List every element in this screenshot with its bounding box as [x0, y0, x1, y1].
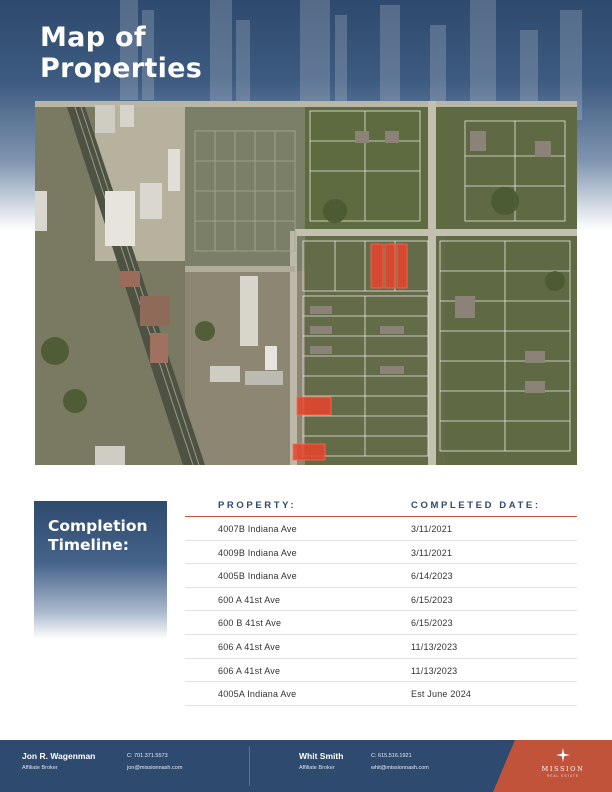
- date-cell: Est June 2024: [411, 689, 472, 700]
- table-row: [185, 682, 577, 706]
- date-cell: 11/13/2023: [411, 665, 458, 676]
- title-line-1: Map of: [40, 22, 146, 53]
- completion-table: [185, 496, 577, 706]
- contact-name-1: Jon R. Wagenman: [22, 751, 96, 761]
- contact-email-2[interactable]: whit@missionnash.com: [371, 765, 429, 771]
- page-title: [40, 22, 280, 84]
- table-row: [185, 611, 577, 635]
- property-cell: 4007B Indiana Ave: [218, 524, 297, 534]
- footer: [0, 740, 612, 792]
- column-header-completed-date: COMPLETED DATE:: [411, 500, 541, 511]
- date-cell: 6/15/2023: [411, 618, 453, 629]
- table-row: [185, 541, 577, 565]
- property-cell: 600 B 41st Ave: [218, 618, 282, 629]
- property-cell: 4005B Indiana Ave: [218, 571, 297, 582]
- table-row: [185, 588, 577, 612]
- table-row: [185, 635, 577, 659]
- logo-tagline: REAL ESTATE: [546, 774, 580, 778]
- contact-email-1[interactable]: jon@missionnash.com: [127, 765, 183, 771]
- completion-title-line-2: Timeline:: [48, 536, 129, 554]
- table-row: [185, 564, 577, 588]
- date-cell: 6/14/2023: [411, 571, 453, 582]
- contact-phone-1[interactable]: C: 701.371.5573: [127, 753, 168, 759]
- property-cell: 606 A 41st Ave: [218, 641, 281, 652]
- contact-name-2: Whit Smith: [299, 751, 344, 761]
- footer-divider: [249, 746, 250, 786]
- contact-phone-2[interactable]: C: 615.516.1921: [371, 753, 412, 759]
- column-header-property: PROPERTY:: [218, 500, 297, 511]
- property-cell: 600 A 41st Ave: [218, 594, 281, 605]
- mission-logo-icon: [556, 748, 570, 762]
- property-cell: 4005A Indiana Ave: [218, 689, 297, 700]
- date-cell: 6/15/2023: [411, 594, 453, 605]
- mission-logo: [493, 740, 612, 792]
- date-cell: 11/13/2023: [411, 641, 458, 652]
- table-header: [185, 496, 577, 517]
- aerial-map: [35, 101, 577, 465]
- title-line-2: Properties: [40, 53, 203, 84]
- property-cell: 4009B Indiana Ave: [218, 547, 297, 558]
- aerial-map-image: [35, 101, 577, 465]
- property-cell: 606 A 41st Ave: [218, 665, 281, 676]
- date-cell: 3/11/2021: [411, 547, 453, 558]
- completion-title-line-1: Completion: [48, 517, 148, 535]
- contact-role-1: Affiliate Broker: [22, 765, 58, 771]
- completion-title: [48, 517, 163, 555]
- logo-name: MISSION: [541, 765, 585, 773]
- date-cell: 3/11/2021: [411, 524, 453, 534]
- table-row: [185, 517, 577, 541]
- completion-panel: [34, 501, 167, 639]
- contact-role-2: Affiliate Broker: [299, 765, 335, 771]
- table-row: [185, 659, 577, 683]
